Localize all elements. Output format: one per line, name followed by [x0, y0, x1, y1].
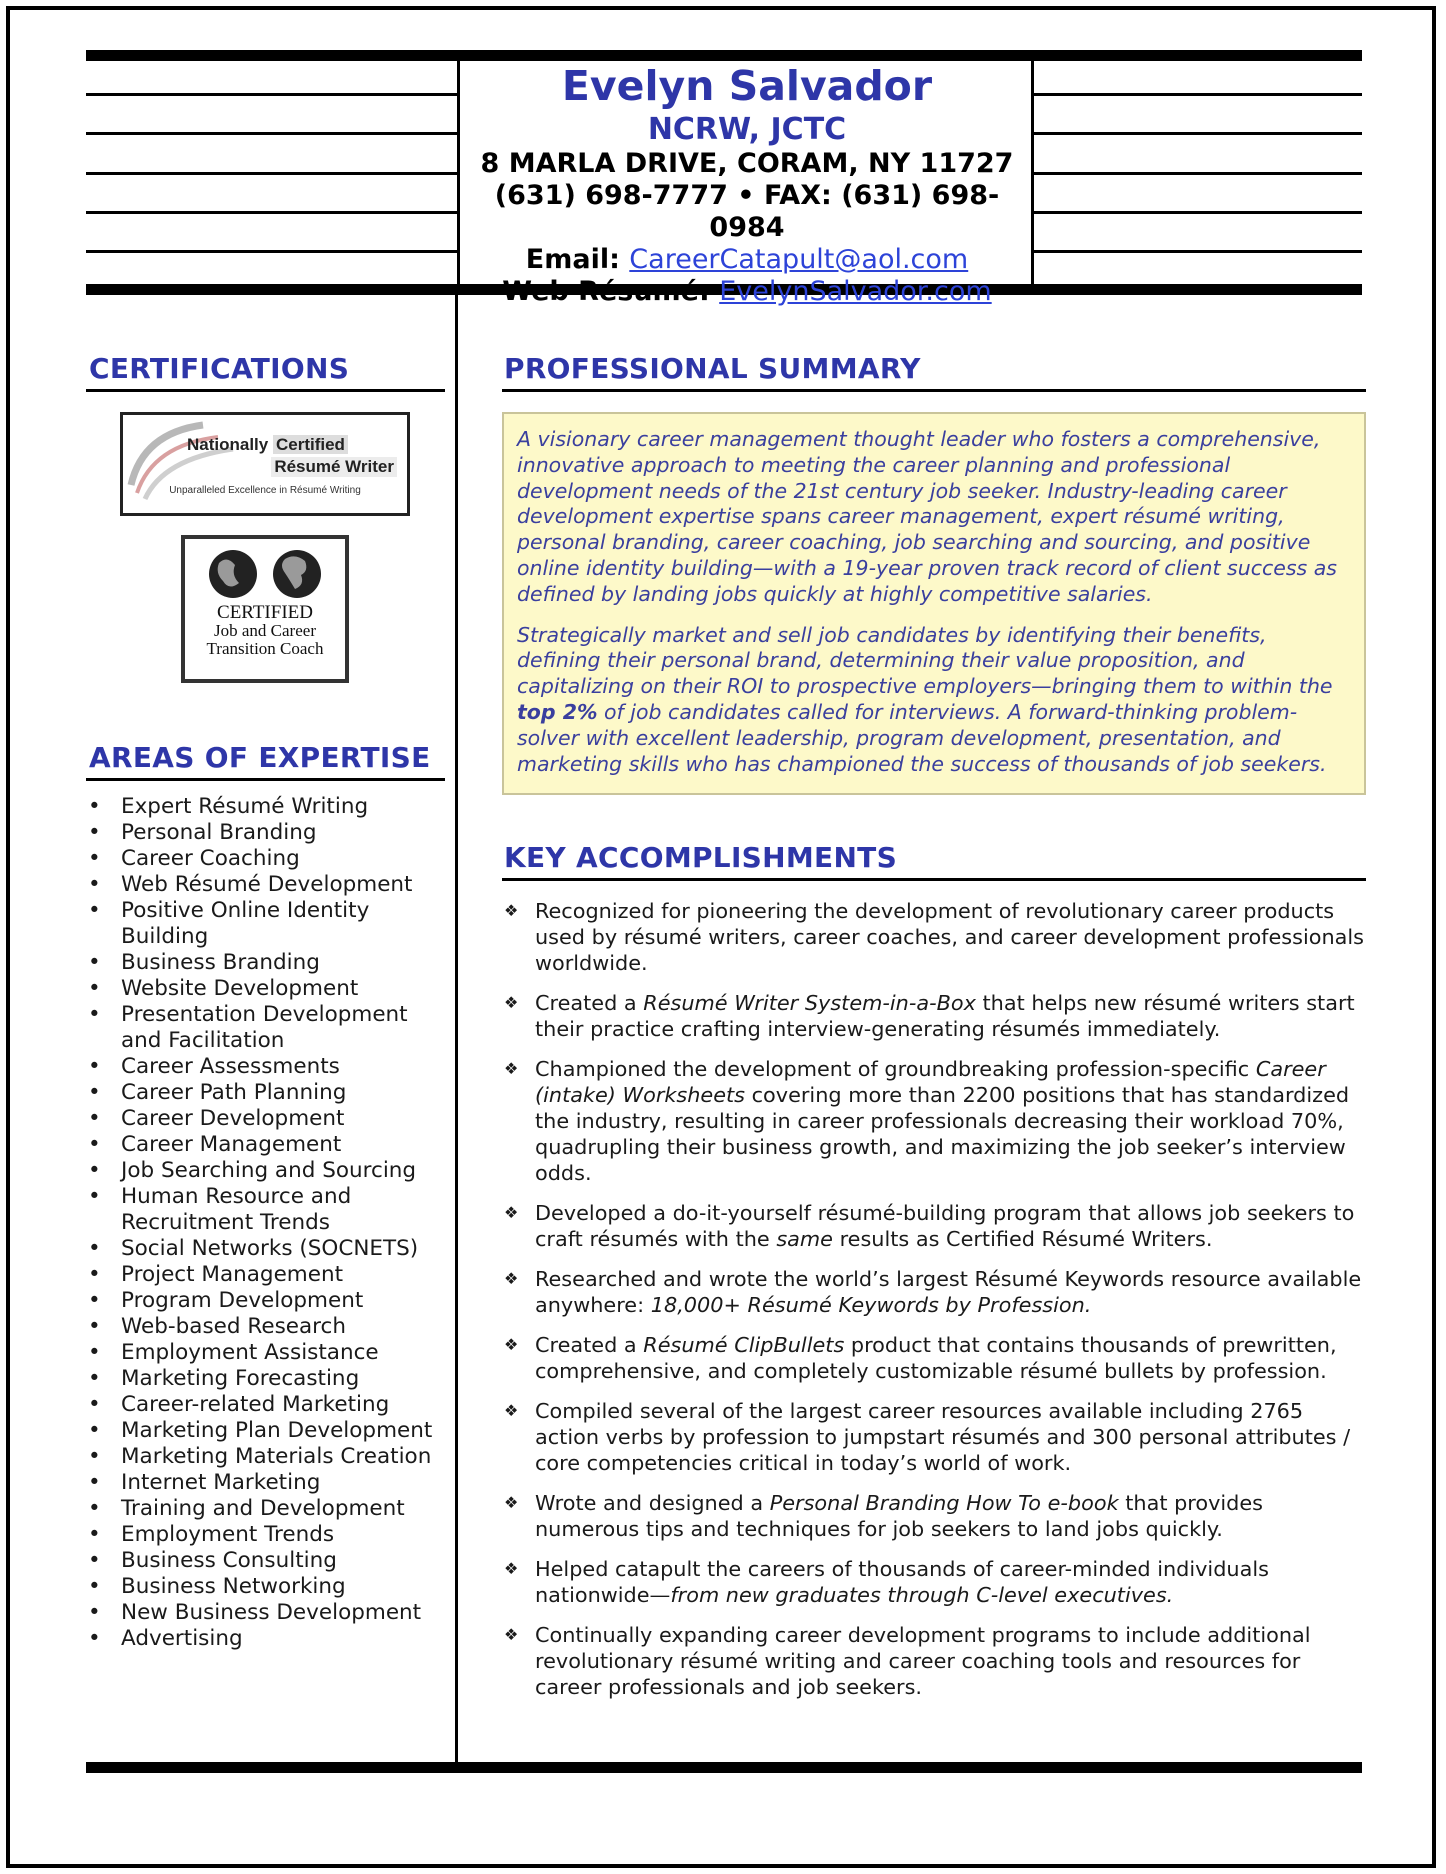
accomplishment-text: Compiled several of the largest career resources available including 2765 action verbs by profession to jumpstart résumés and 300 personal attributes / core competencies critical in today’s world of work.	[535, 1399, 1351, 1475]
badge2-line2: Job and Career	[214, 621, 316, 640]
contact-header	[462, 60, 1032, 308]
accomplishment-item	[504, 1622, 1366, 1700]
expertise-item: • Advertising	[88, 1626, 448, 1652]
diamond-bullet-icon: ❖	[504, 1625, 519, 1644]
credentials: NCRW, JCTC	[647, 112, 847, 147]
expertise-item: • Career Path Planning	[88, 1080, 448, 1106]
header-line	[1034, 132, 1362, 135]
diamond-bullet-icon: ❖	[504, 1203, 519, 1222]
expertise-item: • Human Resource and Recruitment Trends	[88, 1184, 448, 1236]
accomplishment-text: Created a	[535, 1333, 644, 1357]
certifications-rule	[86, 389, 445, 392]
accomplishment-emphasis: from new graduates through C-level executives.	[670, 1583, 1174, 1607]
accomplishment-emphasis: Résumé ClipBullets	[643, 1333, 845, 1357]
accomplishment-emphasis: same	[776, 1227, 833, 1251]
accomplishments-rule	[502, 878, 1366, 881]
accomplishment-text: product that contains thousands of prewritten, comprehensive, and completely customizable résumé bullets by profession.	[535, 1333, 1337, 1383]
expertise-item: • Web-based Research	[88, 1314, 448, 1340]
accomplishment-item	[504, 990, 1366, 1042]
badge1-certified: Certified	[273, 435, 348, 454]
header-line	[86, 211, 459, 214]
expertise-item: • New Business Development	[88, 1600, 448, 1626]
email-line	[462, 244, 1032, 276]
accomplishments-title: KEY ACCOMPLISHMENTS	[504, 841, 898, 874]
expertise-item: • Internet Marketing	[88, 1470, 448, 1496]
diamond-bullet-icon: ❖	[504, 1059, 519, 1078]
bottom-rule	[86, 1762, 1362, 1773]
expertise-item: • Presentation Development and Facilitation	[88, 1002, 448, 1054]
accomplishment-text: Continually expanding career development programs to include additional revolutionary résumé writing and career coaching tools and resources for career professionals and job seekers.	[535, 1623, 1311, 1699]
badge1-tagline: Unparalleled Excellence in Résumé Writing	[169, 485, 361, 496]
web-line	[462, 276, 1032, 308]
badge2-certified: CERTIFIED	[217, 602, 313, 623]
globe-map-icon	[205, 545, 325, 603]
expertise-item: • Project Management	[88, 1262, 448, 1288]
candidate-name: Evelyn Salvador	[561, 62, 933, 110]
expertise-item: • Marketing Forecasting	[88, 1366, 448, 1392]
expertise-item: • Personal Branding	[88, 820, 448, 846]
badge1-resume-writer: Résumé Writer	[271, 457, 397, 477]
diamond-bullet-icon: ❖	[504, 901, 519, 920]
email-label: Email:	[525, 244, 620, 275]
expertise-item: • Business Branding	[88, 950, 448, 976]
accomplishment-item	[504, 1398, 1366, 1476]
expertise-item: • Employment Trends	[88, 1522, 448, 1548]
badge2-line3: Transition Coach	[206, 639, 324, 658]
accomplishment-item	[504, 1556, 1366, 1608]
accomplishment-text: Championed the development of groundbreaking profession-specific	[535, 1057, 1256, 1081]
header-line	[86, 132, 459, 135]
header-line	[86, 172, 459, 175]
jctc-badge	[181, 535, 349, 683]
accomplishment-emphasis: Résumé Writer System-in-a-Box	[643, 991, 976, 1015]
accomplishment-item	[504, 1490, 1366, 1542]
column-divider	[455, 294, 458, 1762]
web-label: Web Résumé:	[502, 276, 710, 307]
expertise-item: • Career Management	[88, 1132, 448, 1158]
header-line	[1034, 172, 1362, 175]
expertise-item: • Training and Development	[88, 1496, 448, 1522]
summary-title: PROFESSIONAL SUMMARY	[504, 352, 921, 385]
header-line	[86, 250, 459, 253]
badge1-nationally: Nationally	[187, 435, 269, 454]
expertise-rule	[86, 778, 445, 781]
expertise-item: • Social Networks (SOCNETS)	[88, 1236, 448, 1262]
expertise-item: • Website Development	[88, 976, 448, 1002]
accomplishment-item	[504, 1266, 1366, 1318]
expertise-item: • Marketing Plan Development	[88, 1418, 448, 1444]
header-line	[1034, 250, 1362, 253]
summary-box	[502, 412, 1366, 795]
expertise-item: • Business Networking	[88, 1574, 448, 1600]
expertise-item: • Web Résumé Development	[88, 872, 448, 898]
accomplishment-text: covering more than 2200 positions that has standardized the industry, resulting in career professionals decreasing their workload 70%, quadrupling their business growth, and maximizing the job seeker’s interview odds.	[535, 1083, 1350, 1185]
accomplishment-emphasis: Career (intake) Worksheets	[535, 1057, 1326, 1107]
accomplishment-text: Researched and wrote the world’s largest Résumé Keywords resource available anywhere:	[535, 1267, 1362, 1317]
expertise-list	[88, 794, 448, 1652]
accomplishment-text: Created a	[535, 991, 644, 1015]
summary-text: of job candidates called for interviews. A forward-thinking problem-solver with excellent leadership, program development, presentation, and marketing skills who has championed the success of thousands of job seekers.	[517, 699, 1327, 776]
accomplishment-emphasis: 18,000+ Résumé Keywords by Profession.	[650, 1293, 1092, 1317]
accomplishment-text: Recognized for pioneering the development of revolutionary career products used by résumé writers, career coaches, and career development professionals worldwide.	[535, 899, 1365, 975]
accomplishment-text: Developed a do-it-yourself résumé-building program that allows job seekers to craft résumés with the	[535, 1201, 1355, 1251]
expertise-item: • Business Consulting	[88, 1548, 448, 1574]
expertise-item: • Job Searching and Sourcing	[88, 1158, 448, 1184]
certifications-title: CERTIFICATIONS	[89, 352, 350, 385]
expertise-item: • Marketing Materials Creation	[88, 1444, 448, 1470]
summary-rule	[502, 389, 1366, 392]
accomplishment-text: results as Certified Résumé Writers.	[832, 1227, 1213, 1251]
diamond-bullet-icon: ❖	[504, 1493, 519, 1512]
diamond-bullet-icon: ❖	[504, 993, 519, 1012]
expertise-title: AREAS OF EXPERTISE	[89, 741, 431, 774]
expertise-item: • Career Development	[88, 1106, 448, 1132]
expertise-item: • Expert Résumé Writing	[88, 794, 448, 820]
accomplishment-text: Helped catapult the careers of thousands of career-minded individuals nationwide—	[535, 1557, 1269, 1607]
summary-paragraph-1: A visionary career management thought leader who fosters a comprehensive, innovative approach to meeting the career planning and professional development needs of the 21st century job seeker. Industry-leading career development expertise spans career management, expert résumé writing, personal branding, career coaching, job searching and sourcing, and positive online identity building—with a 19-year proven track record of client success as defined by landing jobs quickly at highly competitive salaries.	[517, 427, 1337, 606]
header-line	[1034, 93, 1362, 96]
diamond-bullet-icon: ❖	[504, 1335, 519, 1354]
expertise-item: • Career Coaching	[88, 846, 448, 872]
accomplishment-item	[504, 1200, 1366, 1252]
summary-paragraph-2	[517, 623, 1350, 778]
email-link[interactable]: CareerCatapult@aol.com	[629, 244, 969, 275]
accomplishment-item	[504, 898, 1366, 976]
header-line	[1034, 211, 1362, 214]
accomplishments-list	[504, 898, 1366, 1714]
ncrw-badge	[120, 412, 410, 516]
accomplishment-text: that helps new résumé writers start their practice crafting interview-generating résumés immediately.	[535, 991, 1355, 1041]
diamond-bullet-icon: ❖	[504, 1559, 519, 1578]
accomplishment-text: that provides numerous tips and techniques for job seekers to land jobs quickly.	[535, 1491, 1264, 1541]
header-line	[86, 93, 459, 96]
expertise-item: • Career Assessments	[88, 1054, 448, 1080]
expertise-item: • Career-related Marketing	[88, 1392, 448, 1418]
summary-text: Strategically market and sell job candidates by identifying their benefits, defining their personal brand, determining their value proposition, and capitalizing on their ROI to prospective employers—bringing them to within the	[517, 622, 1333, 699]
expertise-item: • Employment Assistance	[88, 1340, 448, 1366]
address: 8 MARLA DRIVE, CORAM, NY 11727	[480, 148, 1014, 179]
diamond-bullet-icon: ❖	[504, 1401, 519, 1420]
phone-fax: (631) 698-7777 • FAX: (631) 698-0984	[494, 180, 1000, 243]
header-box-left	[457, 58, 460, 286]
accomplishment-item	[504, 1056, 1366, 1186]
web-link[interactable]: EvelynSalvador.com	[719, 276, 992, 307]
expertise-item: • Program Development	[88, 1288, 448, 1314]
summary-highlight: top 2%	[517, 699, 598, 724]
accomplishment-emphasis: Personal Branding How To e-book	[769, 1491, 1119, 1515]
accomplishment-text: Wrote and designed a	[535, 1491, 770, 1515]
accomplishment-item	[504, 1332, 1366, 1384]
diamond-bullet-icon: ❖	[504, 1269, 519, 1288]
expertise-item: • Positive Online Identity Building	[88, 898, 448, 950]
